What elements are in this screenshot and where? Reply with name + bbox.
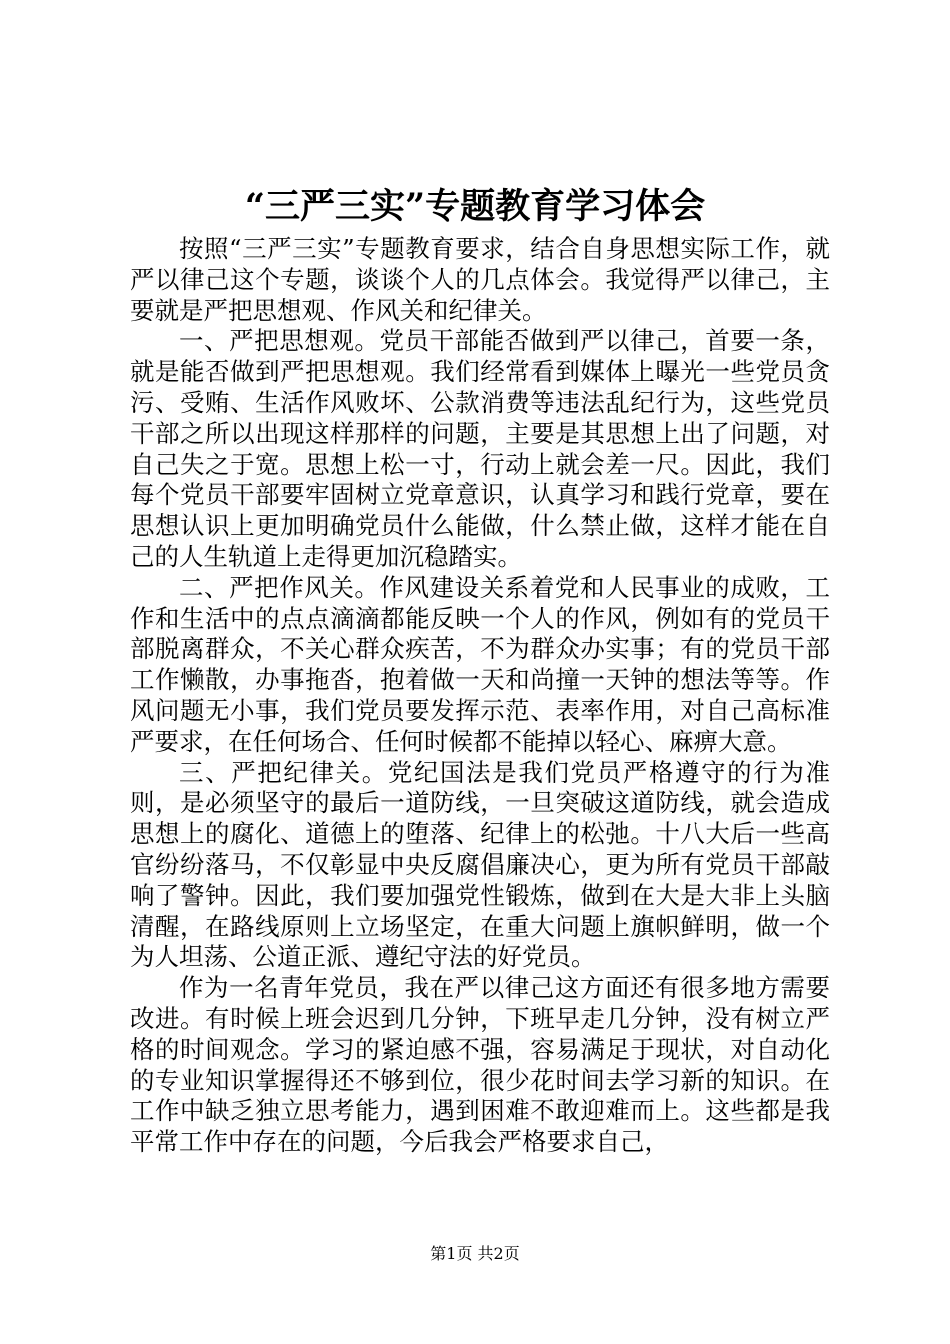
document-title: “三严三实”专题教育学习体会 <box>244 186 706 227</box>
paragraph-discipline: 三、严把纪律关。党纪国法是我们党员严格遵守的行为准则，是必须坚守的最后一道防线，一旦突破这道防线，就会造成思想上的腐化、道德上的堕落、纪律上的松弛。十八大后一些高官纷纷落马，不仅彰显中央反腐倡廉决心，更为所有党员干部敲响了警钟。因此，我们要加强党性锻炼，做到在大是大非上头脑清醒，在路线原则上立场坚定，在重大问题上旗帜鲜明，做一个为人坦荡、公道正派、遵纪守法的好党员。 <box>130 757 830 972</box>
paragraph-style: 二、严把作风关。作风建设关系着党和人民事业的成败，工作和生活中的点点滴滴都能反映一个人的作风，例如有的党员干部脱离群众，不关心群众疾苦，不为群众办实事；有的党员干部工作懒散，办事拖沓，抱着做一天和尚撞一天钟的想法等等。作风问题无小事，我们党员要发挥示范、表率作用，对自己高标准严要求，在任何场合、任何时候都不能掉以轻心、麻痹大意。 <box>130 572 830 756</box>
document-body <box>130 234 830 1158</box>
paragraph-self-reflection: 作为一名青年党员，我在严以律己这方面还有很多地方需要改进。有时候上班会迟到几分钟，下班早走几分钟，没有树立严格的时间观念。学习的紧迫感不强，容易满足于现状，对自动化的专业知识掌握得还不够到位，很少花时间去学习新的知识。在工作中缺乏独立思考能力，遇到困难不敢迎难而上。这些都是我平常工作中存在的问题，今后我会严格要求自己， <box>130 973 830 1157</box>
paragraph-intro: 按照“三严三实”专题教育要求，结合自身思想实际工作，就严以律己这个专题，谈谈个人的几点体会。我觉得严以律己，主要就是严把思想观、作风关和纪律关。 <box>130 234 830 325</box>
paragraph-thought: 一、严把思想观。党员干部能否做到严以律己，首要一条，就是能否做到严把思想观。我们经常看到媒体上曝光一些党员贪污、受贿、生活作风败坏、公款消费等违法乱纪行为，这些党员干部之所以出现这样那样的问题，主要是其思想上出了问题，对自己失之于宽。思想上松一寸，行动上就会差一尺。因此，我们每个党员干部要牢固树立党章意识，认真学习和践行党章，要在思想认识上更加明确党员什么能做，什么禁止做，这样才能在自己的人生轨道上走得更加沉稳踏实。 <box>130 326 830 571</box>
page-footer: 第1页 共2页 <box>430 1244 520 1263</box>
